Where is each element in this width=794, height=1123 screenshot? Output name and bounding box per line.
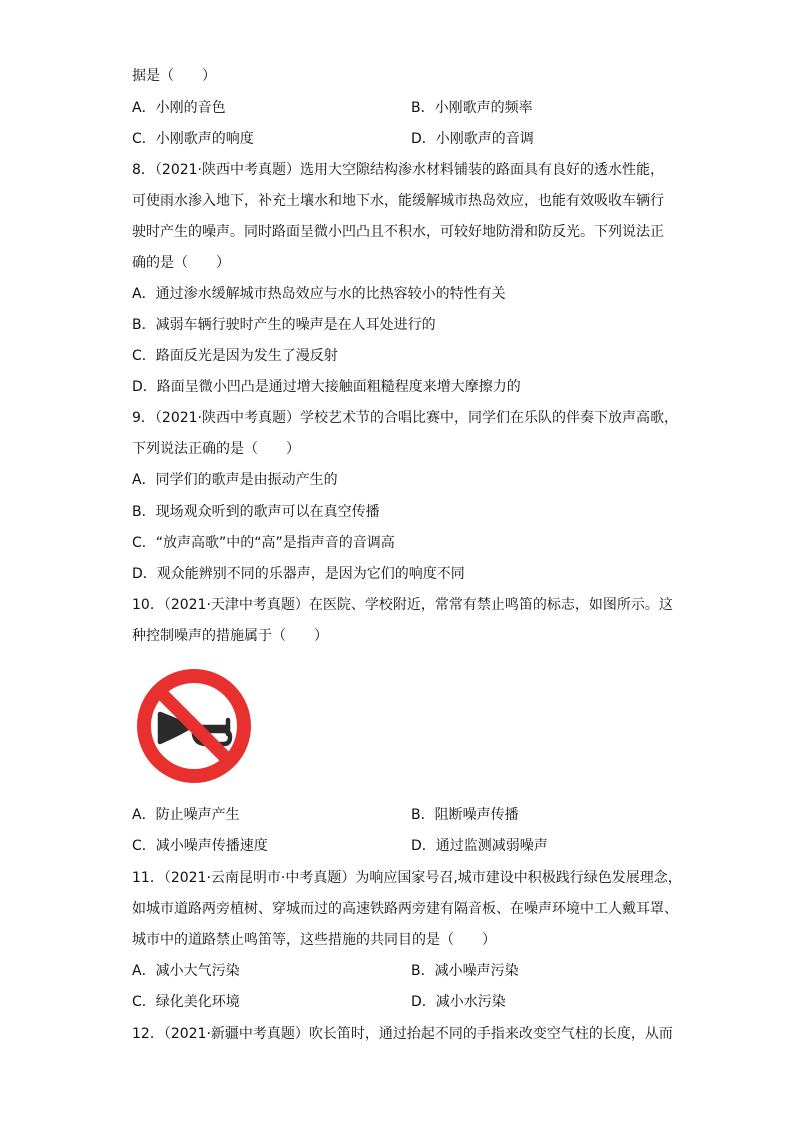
q9-stem-line-2: 下列说法正确的是（ ） <box>132 441 300 457</box>
q11-stem-line-3: 城市中的道路禁止鸣笛等，这些措施的共同目的是（ ） <box>132 932 496 948</box>
q11-stem-line-2: 如城市道路两旁植树、穿城而过的高速铁路两旁建有隔音板、在噪声环境中工人戴耳罩、 <box>132 901 678 917</box>
q12-stem-line-1: 12．（2021·新疆中考真题）吹长笛时，通过抬起不同的手指来改变空气柱的长度，从而 <box>132 1026 673 1042</box>
q11-option-a: A．减小大气污染 <box>132 963 240 979</box>
q8-stem-line-4: 确的是（ ） <box>132 255 230 271</box>
q10-option-a: A．防止噪声产生 <box>132 807 240 823</box>
no-horn-sign-icon <box>132 664 256 788</box>
q10-stem-line-2: 种控制噪声的措施属于（ ） <box>132 628 328 644</box>
q7-option-c: C．小刚歌声的响度 <box>132 131 254 147</box>
q9-stem-line-1: 9．（2021·陕西中考真题）学校艺术节的合唱比赛中，同学们在乐队的伴奏下放声高歌， <box>132 410 678 426</box>
q11-option-c: C．绿化美化环境 <box>132 994 240 1010</box>
q10-option-b: B．阻断噪声传播 <box>411 807 519 823</box>
q10-stem-line-1: 10．（2021·天津中考真题）在医院、学校附近，常常有禁止鸣笛的标志，如图所示。这 <box>132 597 673 613</box>
q8-option-c: C．路面反光是因为发生了漫反射 <box>132 348 338 364</box>
q7-option-a: A．小刚的音色 <box>132 100 226 116</box>
q10-option-d: D．通过监测减弱噪声 <box>411 838 548 854</box>
q9-option-c: C．“放声高歌”中的“高”是指声音的音调高 <box>132 535 395 551</box>
q9-option-a: A．同学们的歌声是由振动产生的 <box>132 472 338 488</box>
q8-stem-line-1: 8．（2021·陕西中考真题）选用大空隙结构渗水材料铺装的路面具有良好的透水性能， <box>132 162 664 178</box>
q7-tail: 据是（ ） <box>132 68 216 84</box>
q11-option-d: D．减小水污染 <box>411 994 506 1010</box>
q8-option-d: D．路面呈微小凹凸是通过增大接触面粗糙程度来增大摩擦力的 <box>132 379 521 395</box>
q9-option-b: B．现场观众听到的歌声可以在真空传播 <box>132 504 380 520</box>
q8-stem-line-2: 可使雨水渗入地下，补充土壤水和地下水，能缓解城市热岛效应，也能有效吸收车辆行 <box>132 193 664 209</box>
q7-option-b: B．小刚歌声的频率 <box>411 100 533 116</box>
q8-option-a: A．通过渗水缓解城市热岛效应与水的比热容较小的特性有关 <box>132 286 506 302</box>
q8-stem-line-3: 驶时产生的噪声。同时路面呈微小凹凸且不积水，可较好地防滑和防反光。下列说法正 <box>132 224 664 240</box>
q11-stem-line-1: 11．（2021·云南昆明市·中考真题）为响应国家号召,城市建设中积极践行绿色发展理念， <box>132 870 682 886</box>
q11-option-b: B．减小噪声污染 <box>411 963 519 979</box>
q10-option-c: C．减小噪声传播速度 <box>132 838 268 854</box>
q8-option-b: B．减弱车辆行驶时产生的噪声是在人耳处进行的 <box>132 317 436 333</box>
q9-option-d: D．观众能辨别不同的乐器声，是因为它们的响度不同 <box>132 566 465 582</box>
q7-option-d: D．小刚歌声的音调 <box>411 131 534 147</box>
